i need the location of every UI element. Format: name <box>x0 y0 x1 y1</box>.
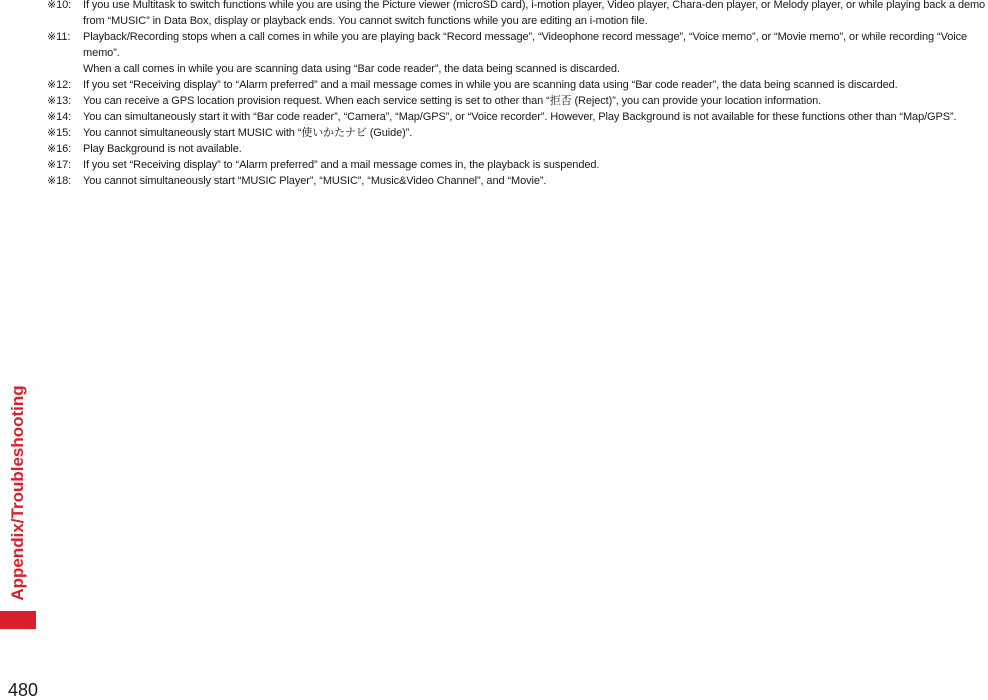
footnote-body <box>83 125 988 141</box>
footnote-text: Play Background is not available. <box>83 143 242 155</box>
footnote-body <box>83 29 988 77</box>
footnote-marker: ※11: <box>47 31 71 43</box>
page-number: 480 <box>8 680 39 700</box>
footnote-15 <box>47 125 988 141</box>
section-side-tab <box>0 375 36 611</box>
footnote-body <box>83 77 988 93</box>
footnote-13 <box>47 93 988 109</box>
footnote-text: When a call comes in while you are scanning data using “Bar code reader”, the data being scanned is discarded. <box>83 63 620 75</box>
footnote-marker: ※17: <box>47 159 72 171</box>
footnote-marker: ※18: <box>47 175 72 187</box>
section-tab-label: Appendix/Troubleshooting <box>8 385 27 601</box>
footnote-text: Playback/Recording stops when a call comes in while you are playing back “Record message”, “Videophone record message”, “Voice memo”, or “Movie memo”, or while recording “Voice memo”. <box>83 31 967 59</box>
footnote-body <box>83 141 988 157</box>
footnote-marker: ※16: <box>47 143 72 155</box>
footnote-text: You cannot simultaneously start “MUSIC Player”, “MUSIC”, “Music&Video Channel”, and “Movie”. <box>83 175 547 187</box>
footnote-marker: ※15: <box>47 127 72 139</box>
footnote-18 <box>47 173 988 189</box>
footnote-marker: ※10: <box>47 0 72 11</box>
footnote-body <box>83 157 988 173</box>
footnote-text: If you set “Receiving display” to “Alarm preferred” and a mail message comes in while you are scanning data using “Bar code reader”, the data being scanned is discarded. <box>83 79 898 91</box>
footnote-17 <box>47 157 988 173</box>
footnote-body <box>83 93 988 109</box>
footnote-text: You cannot simultaneously start MUSIC with “使いかたナビ (Guide)”. <box>83 127 413 139</box>
footnote-body <box>83 109 988 125</box>
footnote-text: If you set “Receiving display” to “Alarm preferred” and a mail message comes in, the playback is suspended. <box>83 159 600 171</box>
footnote-11 <box>47 29 988 77</box>
footnote-body <box>83 173 988 189</box>
footnote-marker: ※13: <box>47 95 72 107</box>
footnotes-list <box>47 0 988 189</box>
footnote-text: If you use Multitask to switch functions while you are using the Picture viewer (microSD card), i-motion player, Video player, Chara-den player, or Melody player, or while playing back a demo from “MUSIC” in Data Box, display or playback ends. You cannot switch functions while you are editing an i-motion file. <box>83 0 986 27</box>
footnote-10 <box>47 0 988 29</box>
section-tab-marker <box>0 611 36 629</box>
footnote-12 <box>47 77 988 93</box>
footnote-text: You can receive a GPS location provision request. When each service setting is set to other than “拒否 (Reject)”, you can provide your location information. <box>83 95 822 107</box>
footnote-text: You can simultaneously start it with “Bar code reader”, “Camera”, “Map/GPS”, or “Voice recorder”. However, Play Background is not available for these functions other than “Map/GPS”. <box>83 111 957 123</box>
footnote-14 <box>47 109 988 125</box>
footnote-16 <box>47 141 988 157</box>
footnote-marker: ※14: <box>47 111 72 123</box>
footnote-body <box>83 0 988 29</box>
footnote-marker: ※12: <box>47 79 72 91</box>
